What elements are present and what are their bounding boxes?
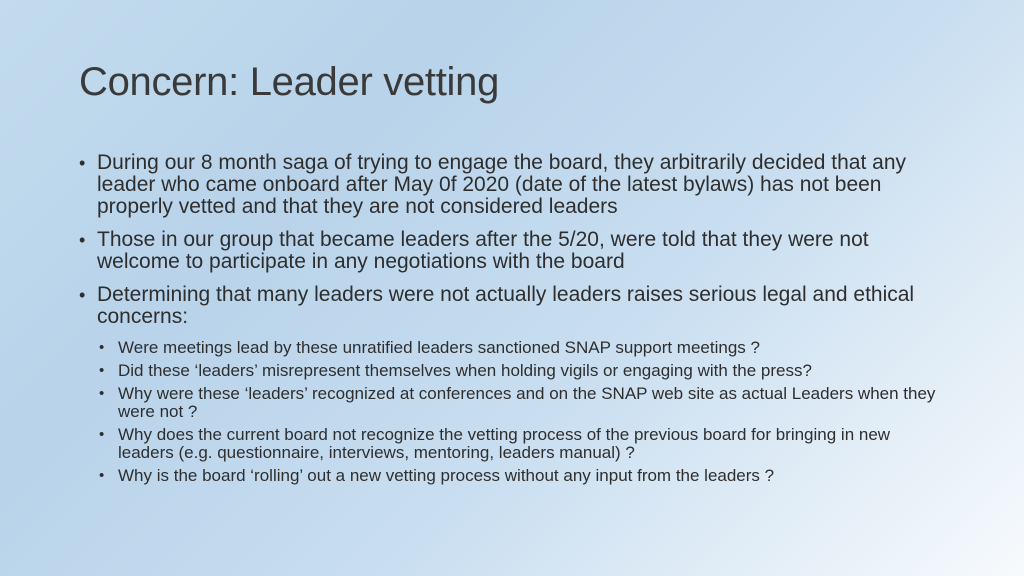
sub-bullet-dot-icon: • bbox=[99, 362, 105, 379]
bullet-item bbox=[79, 284, 949, 328]
sub-bullet-text: Did these ‘leaders’ misrepresent themselves when holding vigils or engaging with the press? bbox=[118, 361, 812, 380]
bullet-item bbox=[79, 229, 949, 273]
sub-bullet-item bbox=[79, 339, 949, 357]
bullet-text: During our 8 month saga of trying to engage the board, they arbitrarily decided that any leader who came onboard after May 0f 2020 (date of the latest bylaws) has not been properly vetted and that they are not considered leaders bbox=[97, 151, 906, 218]
bullet-dot-icon: • bbox=[79, 230, 86, 250]
bullet-dot-icon: • bbox=[79, 153, 86, 173]
slide-content bbox=[79, 152, 949, 490]
bullet-item bbox=[79, 152, 949, 218]
bullet-dot-icon: • bbox=[79, 285, 86, 305]
sub-bullet-text: Why were these ‘leaders’ recognized at conferences and on the SNAP web site as actual Leaders when they were not ? bbox=[118, 384, 936, 421]
sub-bullet-dot-icon: • bbox=[99, 339, 105, 356]
sub-bullet-dot-icon: • bbox=[99, 385, 105, 402]
bullet-text: Determining that many leaders were not actually leaders raises serious legal and ethical concerns: bbox=[97, 283, 915, 328]
sub-bullet-text: Why does the current board not recognize the vetting process of the previous board for bringing in new leaders (e.g. questionnaire, interviews, mentoring, leaders manual) ? bbox=[118, 425, 891, 462]
sub-bullet-dot-icon: • bbox=[99, 467, 105, 484]
sub-bullet-item bbox=[79, 362, 949, 380]
sub-bullet-item bbox=[79, 385, 949, 421]
sub-bullet-item bbox=[79, 467, 949, 485]
slide-title: Concern: Leader vetting bbox=[79, 60, 500, 104]
sub-bullet-list bbox=[79, 339, 949, 485]
sub-bullet-item bbox=[79, 426, 949, 462]
sub-bullet-text: Were meetings lead by these unratified leaders sanctioned SNAP support meetings ? bbox=[118, 338, 760, 357]
sub-bullet-dot-icon: • bbox=[99, 426, 105, 443]
sub-bullet-text: Why is the board ‘rolling’ out a new vetting process without any input from the leaders ? bbox=[118, 466, 775, 485]
bullet-text: Those in our group that became leaders after the 5/20, were told that they were not welcome to participate in any negotiations with the board bbox=[97, 228, 869, 273]
